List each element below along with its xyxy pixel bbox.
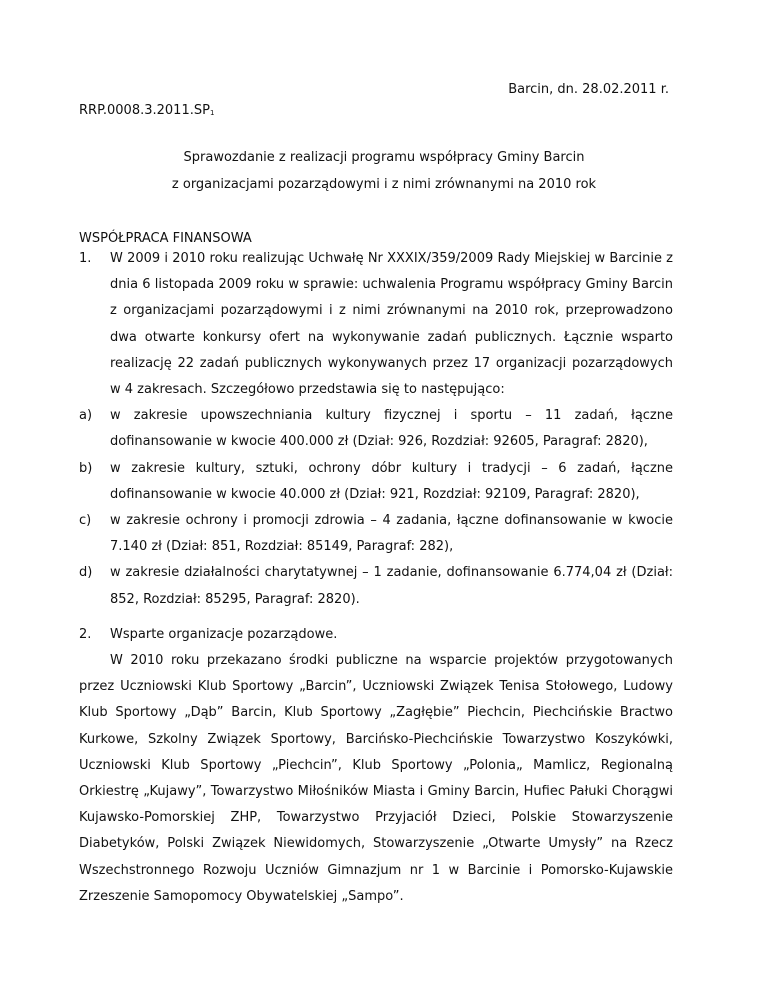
sub-item-letter: a) <box>79 408 93 424</box>
sub-item-text: w zakresie działalności charytatywnej – 1 zadanie, dofinansowanie 6.774,04 zł (Dział: 852, Rozdział: 85295, Paragraf: 2820). <box>110 565 673 607</box>
sub-item-d <box>79 560 673 612</box>
sub-item-c <box>79 508 673 560</box>
list-item-number: 1. <box>79 251 92 266</box>
list-item-1-text: W 2009 i 2010 roku realizując Uchwałę Nr XXXIX/359/2009 Rady Miejskiej w Barcinie z dnia 6 listopada 2009 roku w sprawie: uchwalenia Programu współpracy Gminy Barcin z organizacjami pozarządowymi i z nimi zrównanymi na 2010 rok, przeprowadzono dwa otwarte konkursy ofert na wykonywanie zadań publicznych. Łącznie wsparto realizację 22 zadań publicznych wykonywanych przez 17 organizacji pozarządowych w 4 zakresach. Szczegółowo przedstawia się to następująco: <box>110 251 673 398</box>
report-title-line-1: Sprawozdanie z realizacji programu współpracy Gminy Barcin <box>183 150 585 165</box>
sub-item-text: w zakresie upowszechniania kultury fizycznej i sportu – 11 zadań, łączne dofinansowanie w kwocie 400.000 zł (Dział: 926, Rozdział: 92605, Paragraf: 2820), <box>110 408 673 450</box>
sub-item-b <box>79 456 673 508</box>
list-item-2 <box>79 622 673 648</box>
sub-item-letter: b) <box>79 460 93 476</box>
sub-item-letter: c) <box>79 513 92 529</box>
list-item-2-heading: Wsparte organizacje pozarządowe. <box>110 627 338 642</box>
list-item-2-heading-row <box>79 622 673 648</box>
report-title-line-2: z organizacjami pozarządowymi i z nimi zrównanymi na 2010 rok <box>171 177 597 192</box>
sub-item-letter: d) <box>79 565 93 581</box>
place-and-date: Barcin, dn. 28.02.2011 r. <box>508 82 669 97</box>
sub-item-a <box>79 403 673 455</box>
list-item-number: 2. <box>79 627 92 642</box>
reference-main: RRP.0008.3.2011.SP <box>79 103 210 118</box>
sub-item-text: w zakresie ochrony i promocji zdrowia – 4 zadania, łączne dofinansowanie w kwocie 7.140 zł (Dział: 851, Rozdział: 85149, Paragraf: 282), <box>110 513 673 555</box>
reference-subscript: 1 <box>209 109 215 117</box>
organizations-paragraph: W 2010 roku przekazano środki publiczne na wsparcie projektów przygotowanych przez Uczniowski Klub Sportowy „Barcin”, Uczniowski Związek Tenisa Stołowego, Ludowy Klub Sportowy „Dąb” Barcin, Klub Sportowy „Zagłębie” Piechcin, Piechcińskie Bractwo Kurkowe, Szkolny Związek Sportowy, Barcińsko-Piechcińskie Towarzystwo Koszykówki, Uczniowski Klub Sportowy „Piechcin”, Klub Sportowy „Polonia„ Mamlicz, Regionalną Orkiestrę „Kujawy”, Towarzystwo Miłośników Miasta i Gminy Barcin, Hufiec Pałuki Chorągwi Kujawsko-Pomorskiej ZHP, Towarzystwo Przyjaciół Dzieci, Polskie Stowarzyszenie Diabetyków, Polski Związek Niewidomych, Stowarzyszenie „Otwarte Umysły” na Rzecz Wszechstronnego Rozwoju Uczniów Gimnazjum nr 1 w Barcinie i Pomorsko-Kujawskie Zrzeszenie Samopomocy Obywatelskiej „Sampo”. <box>79 653 673 904</box>
section-heading: WSPÓŁPRACA FINANSOWA <box>79 231 252 246</box>
reference-number <box>79 103 214 118</box>
sub-item-text: w zakresie kultury, sztuki, ochrony dóbr kultury i tradycji – 6 zadań, łączne dofinansowanie w kwocie 40.000 zł (Dział: 921, Rozdział: 92109, Paragraf: 2820), <box>110 460 673 502</box>
list-item-1-body <box>79 246 673 403</box>
list-item-1 <box>79 246 673 613</box>
